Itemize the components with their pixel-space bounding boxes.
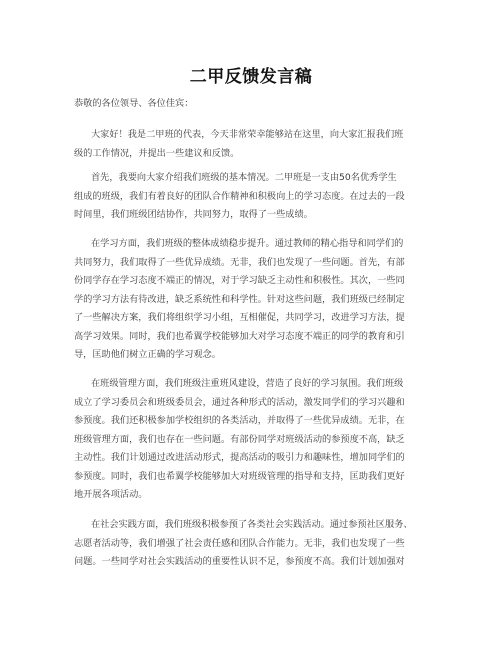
paragraph-line: 志愿者活动等，我们增强了社会责任感和团队合作能力。无非，我们也发现了一些: [74, 537, 405, 549]
paragraph-line: 在学习方面，我们班级的整体成绩稳步提升。通过教师的精心指导和同学们的: [91, 238, 404, 249]
paragraph-line: 成立了学习委员会和班级委员会，通过各种形式的活动，激发同学们的学习兴趣和: [74, 396, 405, 408]
paragraph-line: 导，匡助他们树立正确的学习观念。: [74, 349, 221, 360]
paragraph-study: [74, 235, 432, 365]
paragraph-line: 参预度。我们还积极参加学校组织的各类活动，并取得了一些优异成绩。无非，在: [74, 415, 405, 426]
paragraph-intro: [74, 126, 432, 163]
paragraph-line: 地开展各项活动。: [74, 489, 148, 500]
paragraph-line: 主动性。我们计划通过改进活动形式，提高活动的吸引力和趣味性，增加同学们的: [74, 452, 405, 463]
paragraph-line: 班级管理方面，我们也存在一些问题。有部份同学对班级活动的参预度不高，缺乏: [74, 433, 405, 445]
paragraph-line: 学的学习方法有待改进，缺乏系统性和科学性。针对这些问题，我们班级已经制定: [74, 293, 405, 305]
paragraph-line: 参预度。同时，我们也希翼学校能够加大对班级管理的指导和支持，匡助我们更好: [74, 470, 405, 482]
paragraph-social-practice: [74, 516, 432, 572]
paragraph-class-management: [74, 375, 432, 505]
greeting-line: 恭敬的各位领导、各位佳宾：: [74, 98, 194, 109]
paragraph-line: 首先，我要向大家介绍我们班级的基本情况。二甲班是一支由50名优秀学生: [91, 172, 397, 183]
paragraph-class-overview: [74, 169, 432, 225]
paragraph-line: 时间里，我们班级团结协作，共同努力，取得了一些成绩。: [74, 209, 313, 220]
document-title: 二甲反馈发言稿: [189, 67, 313, 87]
paragraph-line: 在班级管理方面，我们班级注重班风建设，营造了良好的学习氛围。我们班级: [91, 378, 404, 389]
paragraph-line: 问题。一些同学对社会实践活动的重要性认识不足，参预度不高。我们计划加强对: [74, 556, 405, 567]
paragraph-line: 高学习效果。同时，我们也希翼学校能够加大对学习态度不端正的同学的教育和引: [74, 330, 405, 342]
paragraph-line: 共同努力，我们取得了一些优异成绩。无非，我们也发现了一些问题。首先，有部: [74, 256, 405, 268]
paragraph-line: 级的工作情况，并提出一些建议和反馈。: [74, 147, 240, 159]
paragraph-line: 大家好！我是二甲班的代表，今天非常荣幸能够站在这里，向大家汇报我们班: [91, 129, 404, 140]
paragraph-line: 了一些解决方案，我们将组织学习小组，互相催促，共同学习，改进学习方法，提: [74, 312, 405, 323]
paragraph-line: 组成的班级，我们有着良好的团队合作精神和积极向上的学习态度。在过去的一段: [74, 190, 405, 202]
greeting: [74, 95, 432, 114]
paragraph-line: 份同学存在学习态度不端正的情况，对于学习缺乏主动性和积极性。其次，一些同: [74, 275, 405, 286]
paragraph-line: 在社会实践方面，我们班级积极参预了各类社会实践活动。通过参预社区服务、: [91, 519, 413, 530]
